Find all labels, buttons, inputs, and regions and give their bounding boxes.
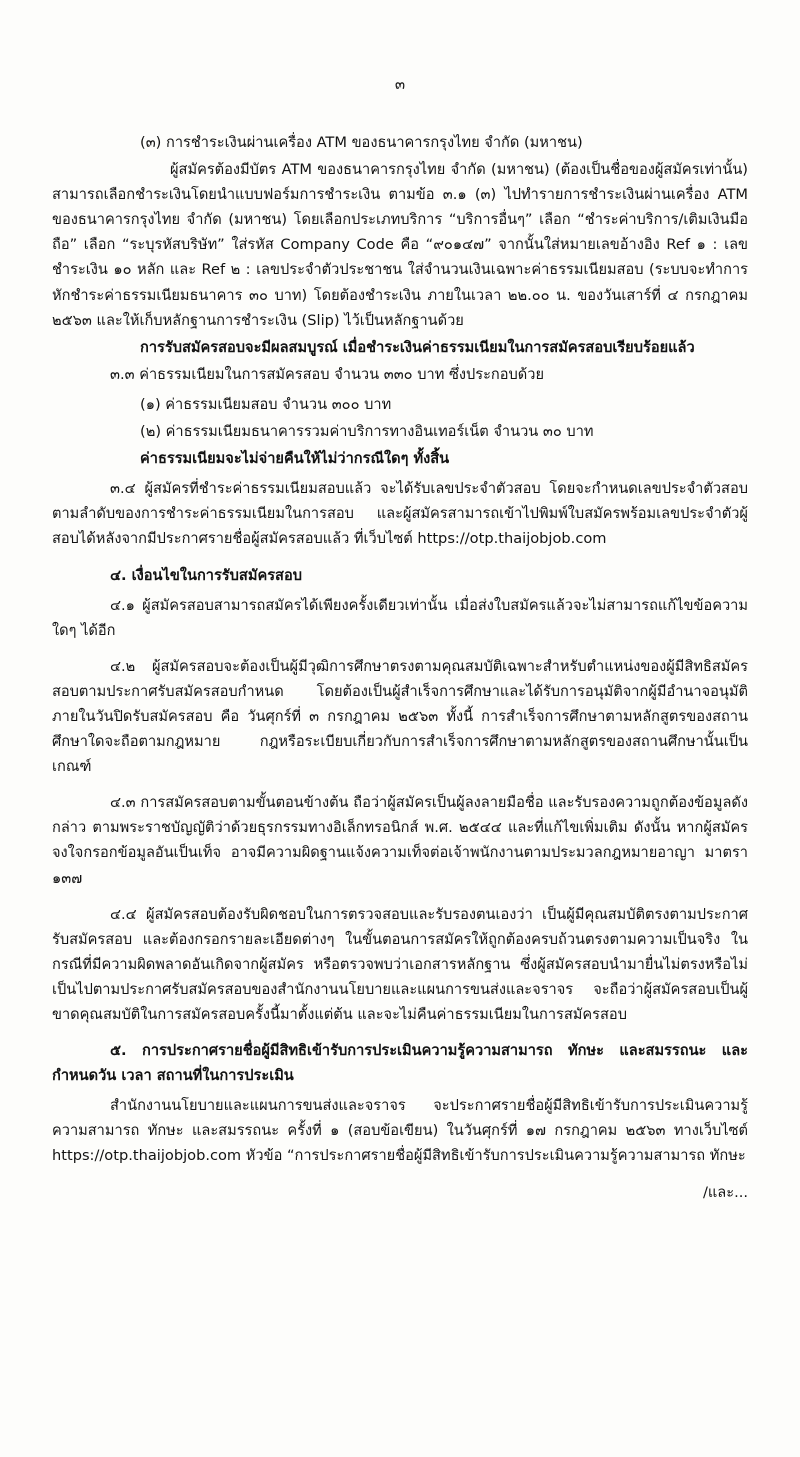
paragraph-atm-payment-detail: ผู้สมัครต้องมีบัตร ATM ของธนาคารกรุงไทย จำกัด (มหาชน) (ต้องเป็นชื่อของผู้สมัครเท่านั้น) สามารถเลือกชำระเงินโดยนำแบบฟอร์มการชำระเงิน ตามข้อ ๓.๑ (๓) ไปทำรายการชำระเงินผ่านเครื่อง ATM ของธนาคารกรุงไทย จำกัด (มหาชน) โดยเลือกประเภทบริการ “บริการอื่นๆ” เลือก “ชำระค่าบริการ/เติมเงินมือถือ” เลือก “ระบุรหัสบริษัท” ใส่รหัส Company Code คือ “๙๐๑๔๗” จากนั้นใส่หมายเลขอ้างอิง Ref ๑ : เลขชำระเงิน ๑๐ หลัก และ Ref ๒ : เลขประจำตัวประชาชน ใส่จำนวนเงินเฉพาะค่าธรรมเนียมสอบ (ระบบจะทำการหักชำระค่าธรรมเนียมธนาคาร ๓๐ บาท) โดยต้องชำระเงิน ภายในเวลา ๒๒.๐๐ น. ของวันเสาร์ที่ ๔ กรกฎาคม ๒๕๖๓ และให้เก็บหลักฐานการชำระเงิน (Slip) ไว้เป็นหลักฐานด้วย	[52, 161, 748, 329]
paragraph-section-4-4: ๔.๔ ผู้สมัครสอบต้องรับผิดชอบในการตรวจสอบและรับรองตนเองว่า เป็นผู้มีคุณสมบัติตรงตามประกาศรับสมัครสอบ และต้องกรอกรายละเอียดต่างๆ ในขั้นตอนการสมัครให้ถูกต้องครบถ้วนตรงตามความเป็นจริง ในกรณีที่มีความผิดพลาดอันเกิดจากผู้สมัคร หรือตรวจพบว่าเอกสารหลักฐาน ซึ่งผู้สมัครสอบนำมายื่นไม่ตรงหรือไม่เป็นไปตามประกาศรับสมัครสอบของสำนักงานนโยบายและแผนการขนส่งและจราจร จะถือว่าผู้สมัครสอบเป็นผู้ขาดคุณสมบัติในการสมัครสอบครั้งนี้มาตั้งแต่ต้น และจะไม่คืนค่าธรรมเนียมในการสมัครสอบ	[52, 905, 748, 1023]
paragraph-section-4-2: ๔.๒ ผู้สมัครสอบจะต้องเป็นผู้มีวุฒิการศึกษาตรงตามคุณสมบัติเฉพาะสำหรับตำแหน่งของผู้มีสิทธิสมัครสอบตามประกาศรับสมัครสอบกำหนด โดยต้องเป็นผู้สำเร็จการศึกษาและได้รับการอนุมัติจากผู้มีอำนาจอนุมัติ ภายในวันปิดรับสมัครสอบ คือ วันศุกร์ที่ ๓ กรกฎาคม ๒๕๖๓ ทั้งนี้ การสำเร็จการศึกษาตามหลักสูตรของสถานศึกษาใดจะถือตามกฎหมาย กฎหรือระเบียบเกี่ยวกับการสำเร็จการศึกษาตามหลักสูตรของสถานศึกษานั้นเป็นเกณฑ์	[52, 657, 748, 776]
paragraph-fee-item-1: (๑) ค่าธรรมเนียมสอบ จำนวน ๓๐๐ บาท	[140, 395, 392, 413]
paragraph-section-4-1: ๔.๑ ผู้สมัครสอบสามารถสมัครได้เพียงครั้งเดียวเท่านั้น เมื่อส่งใบสมัครแล้วจะไม่สามารถแก้ไขข้อความใดๆ ได้อีก	[52, 596, 748, 639]
paragraph-section-5-body: สำนักงานนโยบายและแผนการขนส่งและจราจร จะประกาศรายชื่อผู้มีสิทธิเข้ารับการประเมินความรู้ความสามารถ ทักษะ และสมรรถนะ ครั้งที่ ๑ (สอบข้อเขียน) ในวันศุกร์ที่ ๑๗ กรกฎาคม ๒๕๖๓ ทางเว็บไซต์ https://otp.thaijobjob.com หัวข้อ “การประกาศรายชื่อผู้มีสิทธิเข้ารับการประเมินความรู้ความสามารถ ทักษะ	[52, 1097, 748, 1165]
page-number: ๓	[394, 75, 406, 93]
paragraph-fee-item-2: (๒) ค่าธรรมเนียมธนาคารรวมค่าบริการทางอินเทอร์เน็ต จำนวน ๓๐ บาท	[140, 423, 594, 441]
footer-continuation-note: /และ...	[702, 1183, 748, 1201]
heading-section-4: ๔. เงื่อนไขในการรับสมัครสอบ	[110, 566, 302, 584]
paragraph-section-3-4-exam-number: ๓.๔ ผู้สมัครที่ชำระค่าธรรมเนียมสอบแล้ว จะได้รับเลขประจำตัวสอบ โดยจะกำหนดเลขประจำตัวสอบ ตามลำดับของการชำระค่าธรรมเนียมในการสอบ และผู้สมัครสามารถเข้าไปพิมพ์ใบสมัครพร้อมเลขประจำตัวผู้สอบได้หลังจากมีประกาศรายชื่อผู้สมัครสอบแล้ว ที่เว็บไซต์ https://otp.thaijobjob.com	[52, 480, 748, 548]
paragraph-fee-nonrefundable: ค่าธรรมเนียมจะไม่จ่ายคืนให้ไม่ว่ากรณีใดๆ ทั้งสิ้น	[140, 450, 450, 468]
paragraph-item-3-heading: (๓) การชำระเงินผ่านเครื่อง ATM ของธนาคารกรุงไทย จำกัด (มหาชน)	[140, 134, 583, 151]
paragraph-section-4-3: ๔.๓ การสมัครสอบตามขั้นตอนข้างต้น ถือว่าผู้สมัครเป็นผู้ลงลายมือชื่อ และรับรองความถูกต้องข้อมูลดังกล่าว ตามพระราชบัญญัติว่าด้วยธุรกรรมทางอิเล็กทรอนิกส์ พ.ศ. ๒๕๔๔ และที่แก้ไขเพิ่มเติม ดังนั้น หากผู้สมัครจงใจกรอกข้อมูลอันเป็นเท็จ อาจมีความผิดฐานแจ้งความเท็จต่อเจ้าพนักงานตามประมวลกฎหมายอาญา มาตรา ๑๓๗	[52, 794, 748, 887]
paragraph-section-3-3-fee: ๓.๓ ค่าธรรมเนียมในการสมัครสอบ จำนวน ๓๓๐ บาท ซึ่งประกอบด้วย	[110, 365, 545, 383]
paragraph-registration-complete-note: การรับสมัครสอบจะมีผลสมบูรณ์ เมื่อชำระเงินค่าธรรมเนียมในการสมัครสอบเรียบร้อยแล้ว	[140, 338, 695, 356]
document-body	[0, 96, 800, 1205]
heading-section-5: ๕. การประกาศรายชื่อผู้มีสิทธิเข้ารับการประเมินความรู้ความสามารถ ทักษะ และสมรรถนะ และกำหนดวัน เวลา สถานที่ในการประเมิน	[52, 1042, 748, 1085]
